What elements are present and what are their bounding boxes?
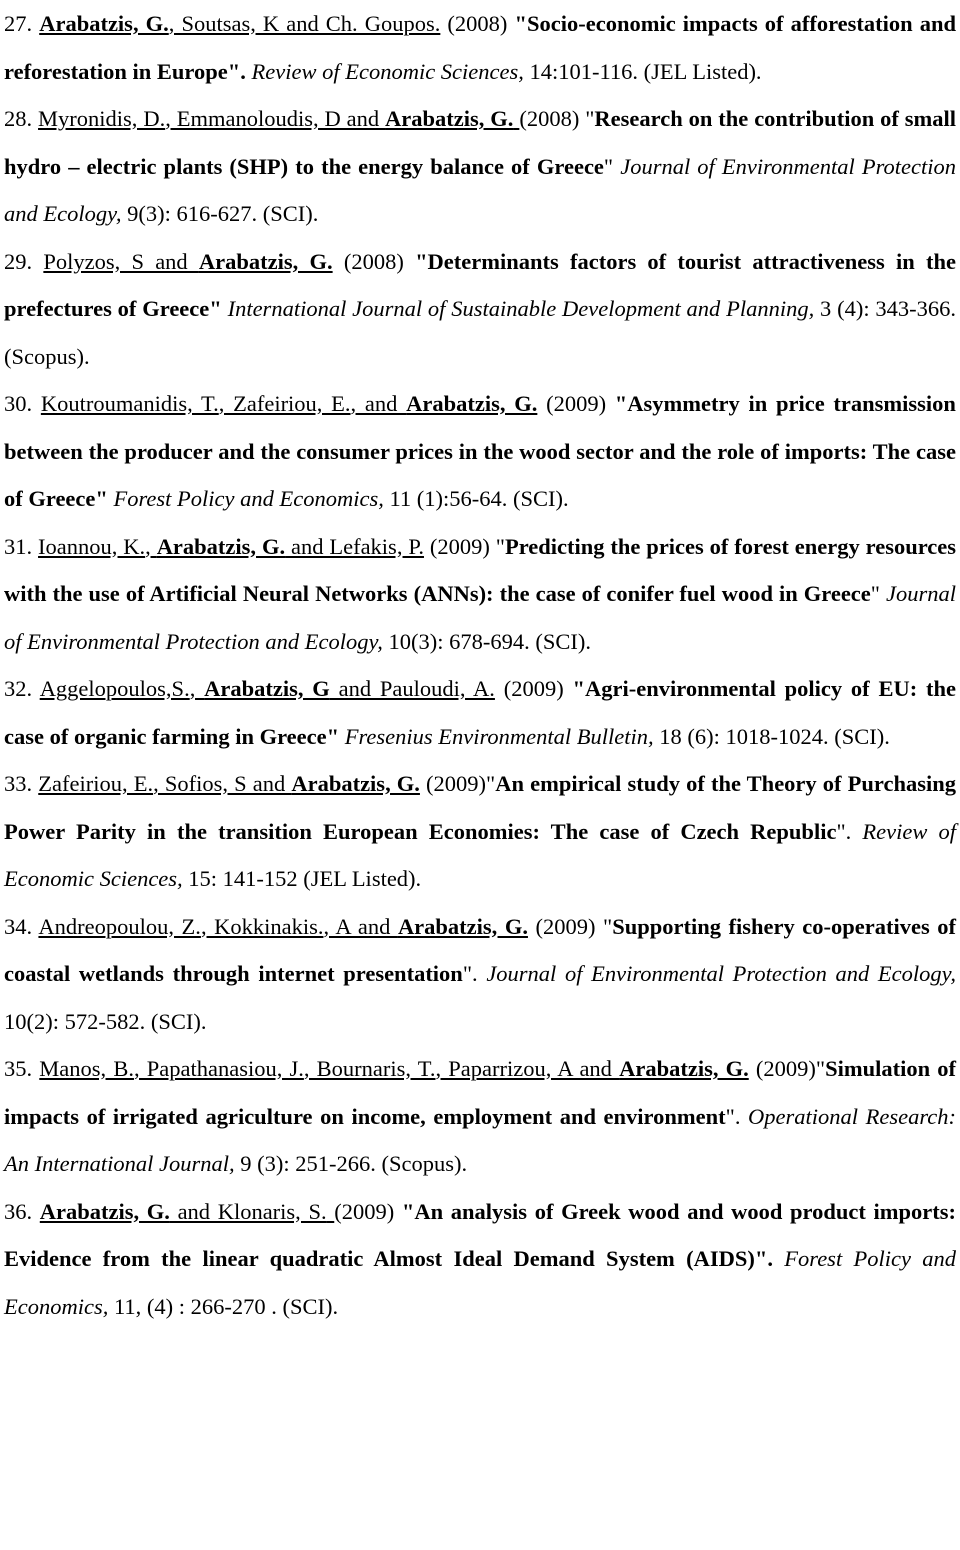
article-title: "Socio-economic impacts of afforestation and reforestation in Europe". xyxy=(4,11,957,84)
ref-text: 15: 141-152 (JEL Listed). xyxy=(182,866,422,891)
author-highlight: Arabatzis, G xyxy=(204,676,330,701)
author-list: Manos, B. xyxy=(39,1056,134,1081)
ref-text: ". xyxy=(462,961,487,986)
author-list: Aggelopoulos,S. xyxy=(39,676,190,701)
ref-text: 29. xyxy=(4,248,44,274)
ref-text: (2009) " xyxy=(527,913,613,939)
ref-text: 9 (3): 251-266. (Scopus). xyxy=(234,1151,468,1176)
ref-36 xyxy=(4,1188,956,1331)
journal-name: Journal of Environmental Protection and Ecology, xyxy=(4,153,956,226)
ref-text xyxy=(773,1246,784,1271)
ref-text: " xyxy=(870,581,887,606)
author-list: Myronidis, D. xyxy=(38,106,166,131)
author-highlight: Arabatzis, G. xyxy=(39,1198,170,1224)
article-title: "Determinants factors of tourist attractiveness in the prefectures of Greece" xyxy=(4,248,957,321)
ref-text: 11 (1):56-64. (SCI). xyxy=(383,486,569,511)
ref-31 xyxy=(4,523,956,666)
ref-text: 9(3): 616-627. (SCI). xyxy=(121,201,319,226)
ref-text: (2008) " xyxy=(519,106,595,131)
author-list: , and xyxy=(350,391,407,416)
ref-text: 32. xyxy=(4,676,40,701)
journal-name: Review of Economic Sciences, xyxy=(4,818,957,891)
author-list: , Zafeiriou, E. xyxy=(218,391,351,416)
ref-text: 10(2): 572-582. (SCI). xyxy=(4,1008,207,1034)
author-list: and Klonaris, S. xyxy=(169,1198,327,1224)
ref-text: 11, (4) : 266-270 . (SCI). xyxy=(108,1293,339,1319)
ref-34 xyxy=(4,903,956,1046)
journal-name: Review of Economic Sciences, xyxy=(251,58,524,84)
article-title: Research on the contribution of small hydro – electric plants (SHP) to the energy balance of Greece xyxy=(4,106,957,179)
ref-text: (2008) xyxy=(440,11,515,36)
ref-28 xyxy=(4,95,956,238)
author-highlight: Arabatzis, G. xyxy=(198,248,333,274)
author-highlight: Arabatzis, G. xyxy=(406,391,538,416)
ref-text: 31. xyxy=(4,533,39,559)
author-list: , Paparrizou, A and xyxy=(435,1056,620,1081)
author-list: , Kokkinakis. xyxy=(200,913,324,939)
journal-name: Operational Research: An International Journal, xyxy=(4,1103,956,1176)
author-list: , xyxy=(145,533,157,559)
article-title: "An analysis of Greek wood and wood product imports: Evidence from the linear quadratic Almost Ideal Demand System (AIDS)". xyxy=(4,1198,957,1271)
ref-text: " xyxy=(603,153,621,179)
author-highlight: Arabatzis, G. xyxy=(39,11,169,36)
ref-text: 34. xyxy=(4,913,39,939)
ref-text: 14:101-116. (JEL Listed). xyxy=(523,58,762,84)
article-title: Simulation of impacts of irrigated agriculture on income, employment and environment xyxy=(4,1056,957,1129)
author-list: and Pauloudi, A. xyxy=(329,676,495,701)
author-list: , xyxy=(189,676,205,701)
author-list: , A and xyxy=(323,913,398,939)
author-highlight: Arabatzis, G. xyxy=(385,106,514,131)
author-list: Ioannou, K. xyxy=(38,533,146,559)
ref-text: (2009) xyxy=(334,1198,402,1224)
ref-35 xyxy=(4,1045,956,1188)
ref-text: 35. xyxy=(4,1056,40,1081)
ref-text: ". xyxy=(836,818,863,844)
author-list: , Soutsas, K and Ch. Goupos. xyxy=(168,11,441,36)
ref-text: 33. xyxy=(4,771,39,796)
ref-33 xyxy=(4,760,956,903)
ref-text: 3 (4): 343-366. (Scopus). xyxy=(4,296,957,369)
ref-text: 28. xyxy=(4,106,39,131)
author-list: , Papathanasiou, J. xyxy=(133,1056,304,1081)
ref-text: 36. xyxy=(4,1198,40,1224)
ref-text: ". xyxy=(725,1103,749,1129)
journal-name: Journal of Environmental Protection and Ecology, xyxy=(486,961,957,986)
ref-27 xyxy=(4,0,956,95)
ref-text: (2009) xyxy=(494,676,573,701)
author-list: Koutroumanidis, T. xyxy=(40,391,219,416)
ref-text: (2009) xyxy=(537,391,615,416)
ref-32 xyxy=(4,665,956,760)
ref-30 xyxy=(4,380,956,523)
ref-text: (2009) " xyxy=(423,533,505,559)
article-title: Supporting fishery co-operatives of coastal wetlands through internet presentation xyxy=(4,913,956,986)
author-list: , Emmanoloudis, D and xyxy=(165,106,386,131)
journal-name: International Journal of Sustainable Development and Planning, xyxy=(227,296,815,321)
author-highlight: Arabatzis, G. xyxy=(619,1056,749,1081)
journal-name: Journal of Environmental Protection and Ecology, xyxy=(4,581,957,654)
ref-text: 30. xyxy=(4,391,41,416)
article-title: "Agri-environmental policy of EU: the case of organic farming in Greece" xyxy=(4,676,956,749)
journal-name: Forest Policy and Economics, xyxy=(113,486,384,511)
author-highlight: Arabatzis, G. xyxy=(291,771,420,796)
author-list: and Lefakis, P. xyxy=(285,533,424,559)
author-list: Zafeiriou, E. xyxy=(38,771,154,796)
author-list: Polyzos, S and xyxy=(43,248,199,274)
ref-text: (2009)" xyxy=(748,1056,826,1081)
ref-text: 27. xyxy=(4,11,40,36)
ref-text: 18 (6): 1018-1024. (SCI). xyxy=(653,723,890,749)
author-highlight: Arabatzis, G. xyxy=(397,913,528,939)
author-highlight: Arabatzis, G. xyxy=(156,533,286,559)
author-list: Andreopoulou, Z. xyxy=(38,913,201,939)
author-list: , Bournaris, T. xyxy=(303,1056,436,1081)
article-title: "Asymmetry in price transmission between the producer and the consumer prices in the wood sector and the role of imports: The case of Greece" xyxy=(4,391,956,511)
ref-text: (2008) xyxy=(332,248,416,274)
article-title: Predicting the prices of forest energy resources with the use of Artificial Neural Networks (ANNs): the case of conifer fuel wood in Greece xyxy=(4,533,957,606)
journal-name: Fresenius Environmental Bulletin, xyxy=(344,723,654,749)
journal-name: Forest Policy and Economics, xyxy=(4,1246,957,1319)
author-list: , Sofios, S and xyxy=(153,771,292,796)
article-title: An empirical study of the Theory of Purchasing Power Parity in the transition European Economies: The case of Czech Republic xyxy=(4,771,957,844)
ref-text: 10(3): 678-694. (SCI). xyxy=(382,628,591,654)
ref-29 xyxy=(4,238,956,381)
ref-text: (2009)" xyxy=(419,771,496,796)
